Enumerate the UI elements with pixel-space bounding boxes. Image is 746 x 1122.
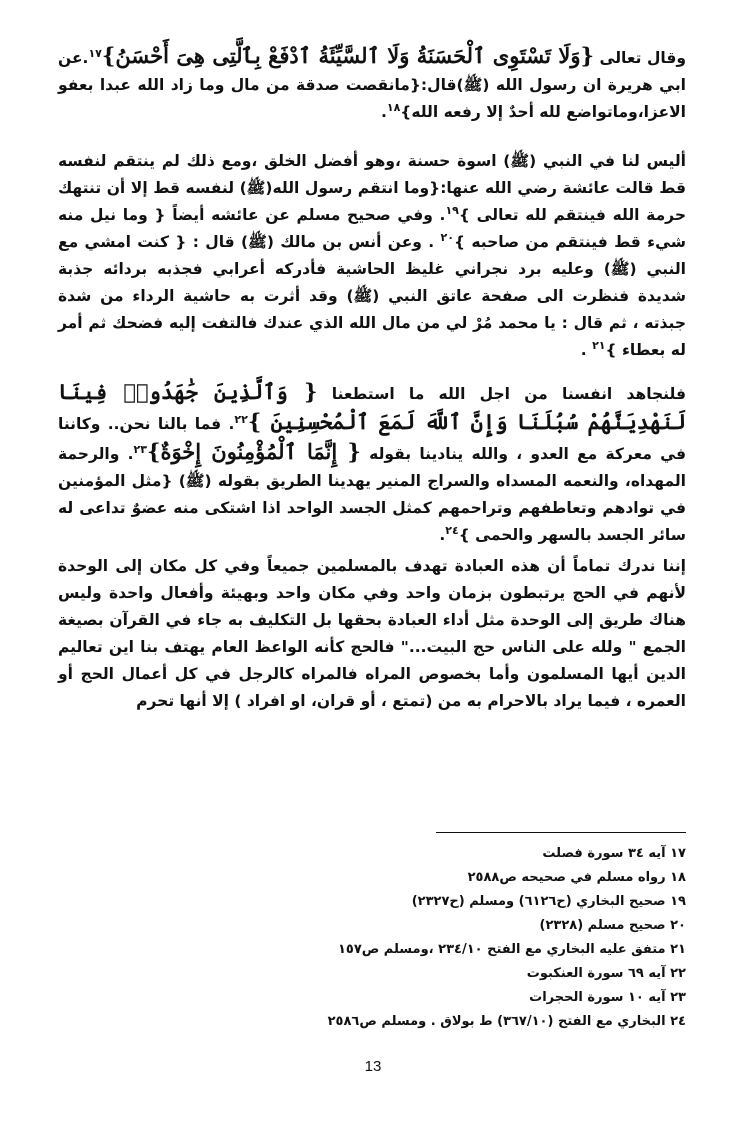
- footnote: ١٩ صحيح البخاري (ح٦١٢٦) ومسلم (ح٢٣٢٧): [411, 894, 686, 909]
- body-text: [58, 42, 686, 729]
- footnote-ref: ١٨: [386, 100, 401, 114]
- footnote: ٢٢ آيه ٦٩ سورة العنكبوت: [526, 966, 686, 981]
- text: .: [580, 341, 593, 359]
- footnote: ١٨ رواه مسلم في صحيحه ص٢٥٨٨: [467, 870, 686, 885]
- paragraph-2: [58, 148, 686, 364]
- paragraph-1: [58, 42, 686, 126]
- text: أليس لنا في النبي (ﷺ) اسوة حسنة ،وهو أفضل الخلق ،ومع ذلك لم ينتقم لنفسه قط قالت عائشة رضي الله عنها:{وما انتقم رسول الله(ﷺ) لنفسه قط إلا أن تنتهك حرمة الله فينتقم لله تعالى }: [58, 152, 686, 224]
- footnote: ٢١ متفق عليه البخاري مع الفتح ٢٣٤/١٠ ،ومسلم ص١٥٧: [337, 942, 686, 957]
- footnote-divider: [436, 832, 686, 833]
- paragraph-3: [58, 378, 686, 549]
- quran-verse: {وَلَا تَسْتَوِى ٱلْحَسَنَةُ وَلَا ٱلسَّيِّئَةُ ٱدْفَعْ بِٱلَّتِى هِىَ أَحْسَنُ}: [101, 43, 595, 68]
- footnote-ref: ٢١: [592, 338, 606, 352]
- footnotes: [186, 842, 686, 1034]
- text: . فما بالنا نحن.. وكاننا في معركة مع العدو ، والله ينادينا بقوله: [58, 415, 686, 463]
- footnote-ref: ٢٣: [133, 442, 147, 456]
- text: فلنجاهد انفسنا من اجل الله ما استطعنا: [331, 385, 686, 403]
- text: . وعن أنس بن مالك (ﷺ) قال : { كنت امشي مع النبي (ﷺ) وعليه برد نجراني غليظ الحاشية فأدركه أعرابي فجذبه بردائه جذبة شديدة فنظرت الى صفحة عاتق النبي (ﷺ) وقد أثرت به حاشية الرداء من شدة جبذته ، ثم قال : يا محمد مُرْ لي من مال الله الذي عندك فالتفت إليه فضحك ثم أمر له بعطاء }: [58, 233, 686, 359]
- text: .عن ابي هريرة ان رسول الله (ﷺ)قال:{مانقصت صدقة من مال وما زاد الله عبدا بعفو الاعزا،وماتواضع لله أحدٌ إلا رفعه الله}: [58, 49, 686, 121]
- footnote-ref: ٢٠: [440, 230, 454, 244]
- footnote-ref: ١٧: [88, 46, 102, 60]
- footnote: ٢٤ البخاري مع الفتح (٣٦٧/١٠) ط بولاق . ومسلم ص٢٥٨٦: [327, 1014, 686, 1029]
- footnote-ref: ٢٤: [445, 523, 459, 537]
- quran-verse: { وَٱلَّذِينَ جَٰهَدُوا۟ فِينَا لَنَهْدِيَنَّهُمْ سُبُلَنَا وَإِنَّ ٱللَّهَ لَمَعَ ٱلْمُحْسِنِينَ }: [58, 379, 686, 434]
- footnote: ١٧ آيه ٣٤ سورة فصلت: [542, 846, 686, 861]
- text: . وفي صحيح مسلم عن عائشه أيضاً { وما نيل منه شيء قط فينتقم من صاحبه }: [58, 206, 687, 251]
- footnote-ref: ١٩: [445, 203, 459, 217]
- page-number: 13: [364, 1058, 382, 1075]
- text: .: [439, 526, 446, 544]
- text: .: [380, 103, 387, 121]
- text: وقال تعالى: [599, 49, 686, 67]
- text: إننا ندرك تماماً أن هذه العبادة تهدف بالمسلمين جميعاً وفي كل مكان إلى الوحدة لأنهم في الحج يرتبطون بزمان واحد وفي مكان واحد وبهيئة وأفعال واحدة وليس هناك طريق إلى الوحدة مثل أداء العبادة بحقها بل التكليف به جاء في القرآن بصيغة الجمع " ولله على الناس حج البيت..." فالحج كأنه الواعظ العام يهتف بنا اين تعاليم الدين أيها المسلمون وأما بخصوص المراه فالمراه كالرجل في كل أعمال الحج أو العمره ، فيما يراد بالاحرام به من (تمتع ، أو قران، او افراد ) إلا أنها تحرم: [58, 557, 686, 710]
- footnote-ref: ٢٢: [234, 412, 248, 426]
- text: . والرحمة المهداه، والنعمه المسداه والسراج المنير يهدينا الطريق بقوله (ﷺ) {مثل المؤمنين في توادهم وتعاطفهم وتراحمهم كمثل الجسد الواحد اذا اشتكى منه عضوٌ تداعى له سائر الجسد بالسهر والحمى }: [58, 445, 686, 544]
- footnote: ٢٣ آيه ١٠ سورة الحجرات: [529, 990, 686, 1005]
- paragraph-4: [58, 553, 686, 715]
- quran-verse: { إِنَّمَا ٱلْمُؤْمِنُونَ إِخْوَةٌ}: [146, 439, 361, 464]
- footnote: ٢٠ صحيح مسلم (٢٣٢٨): [539, 918, 686, 933]
